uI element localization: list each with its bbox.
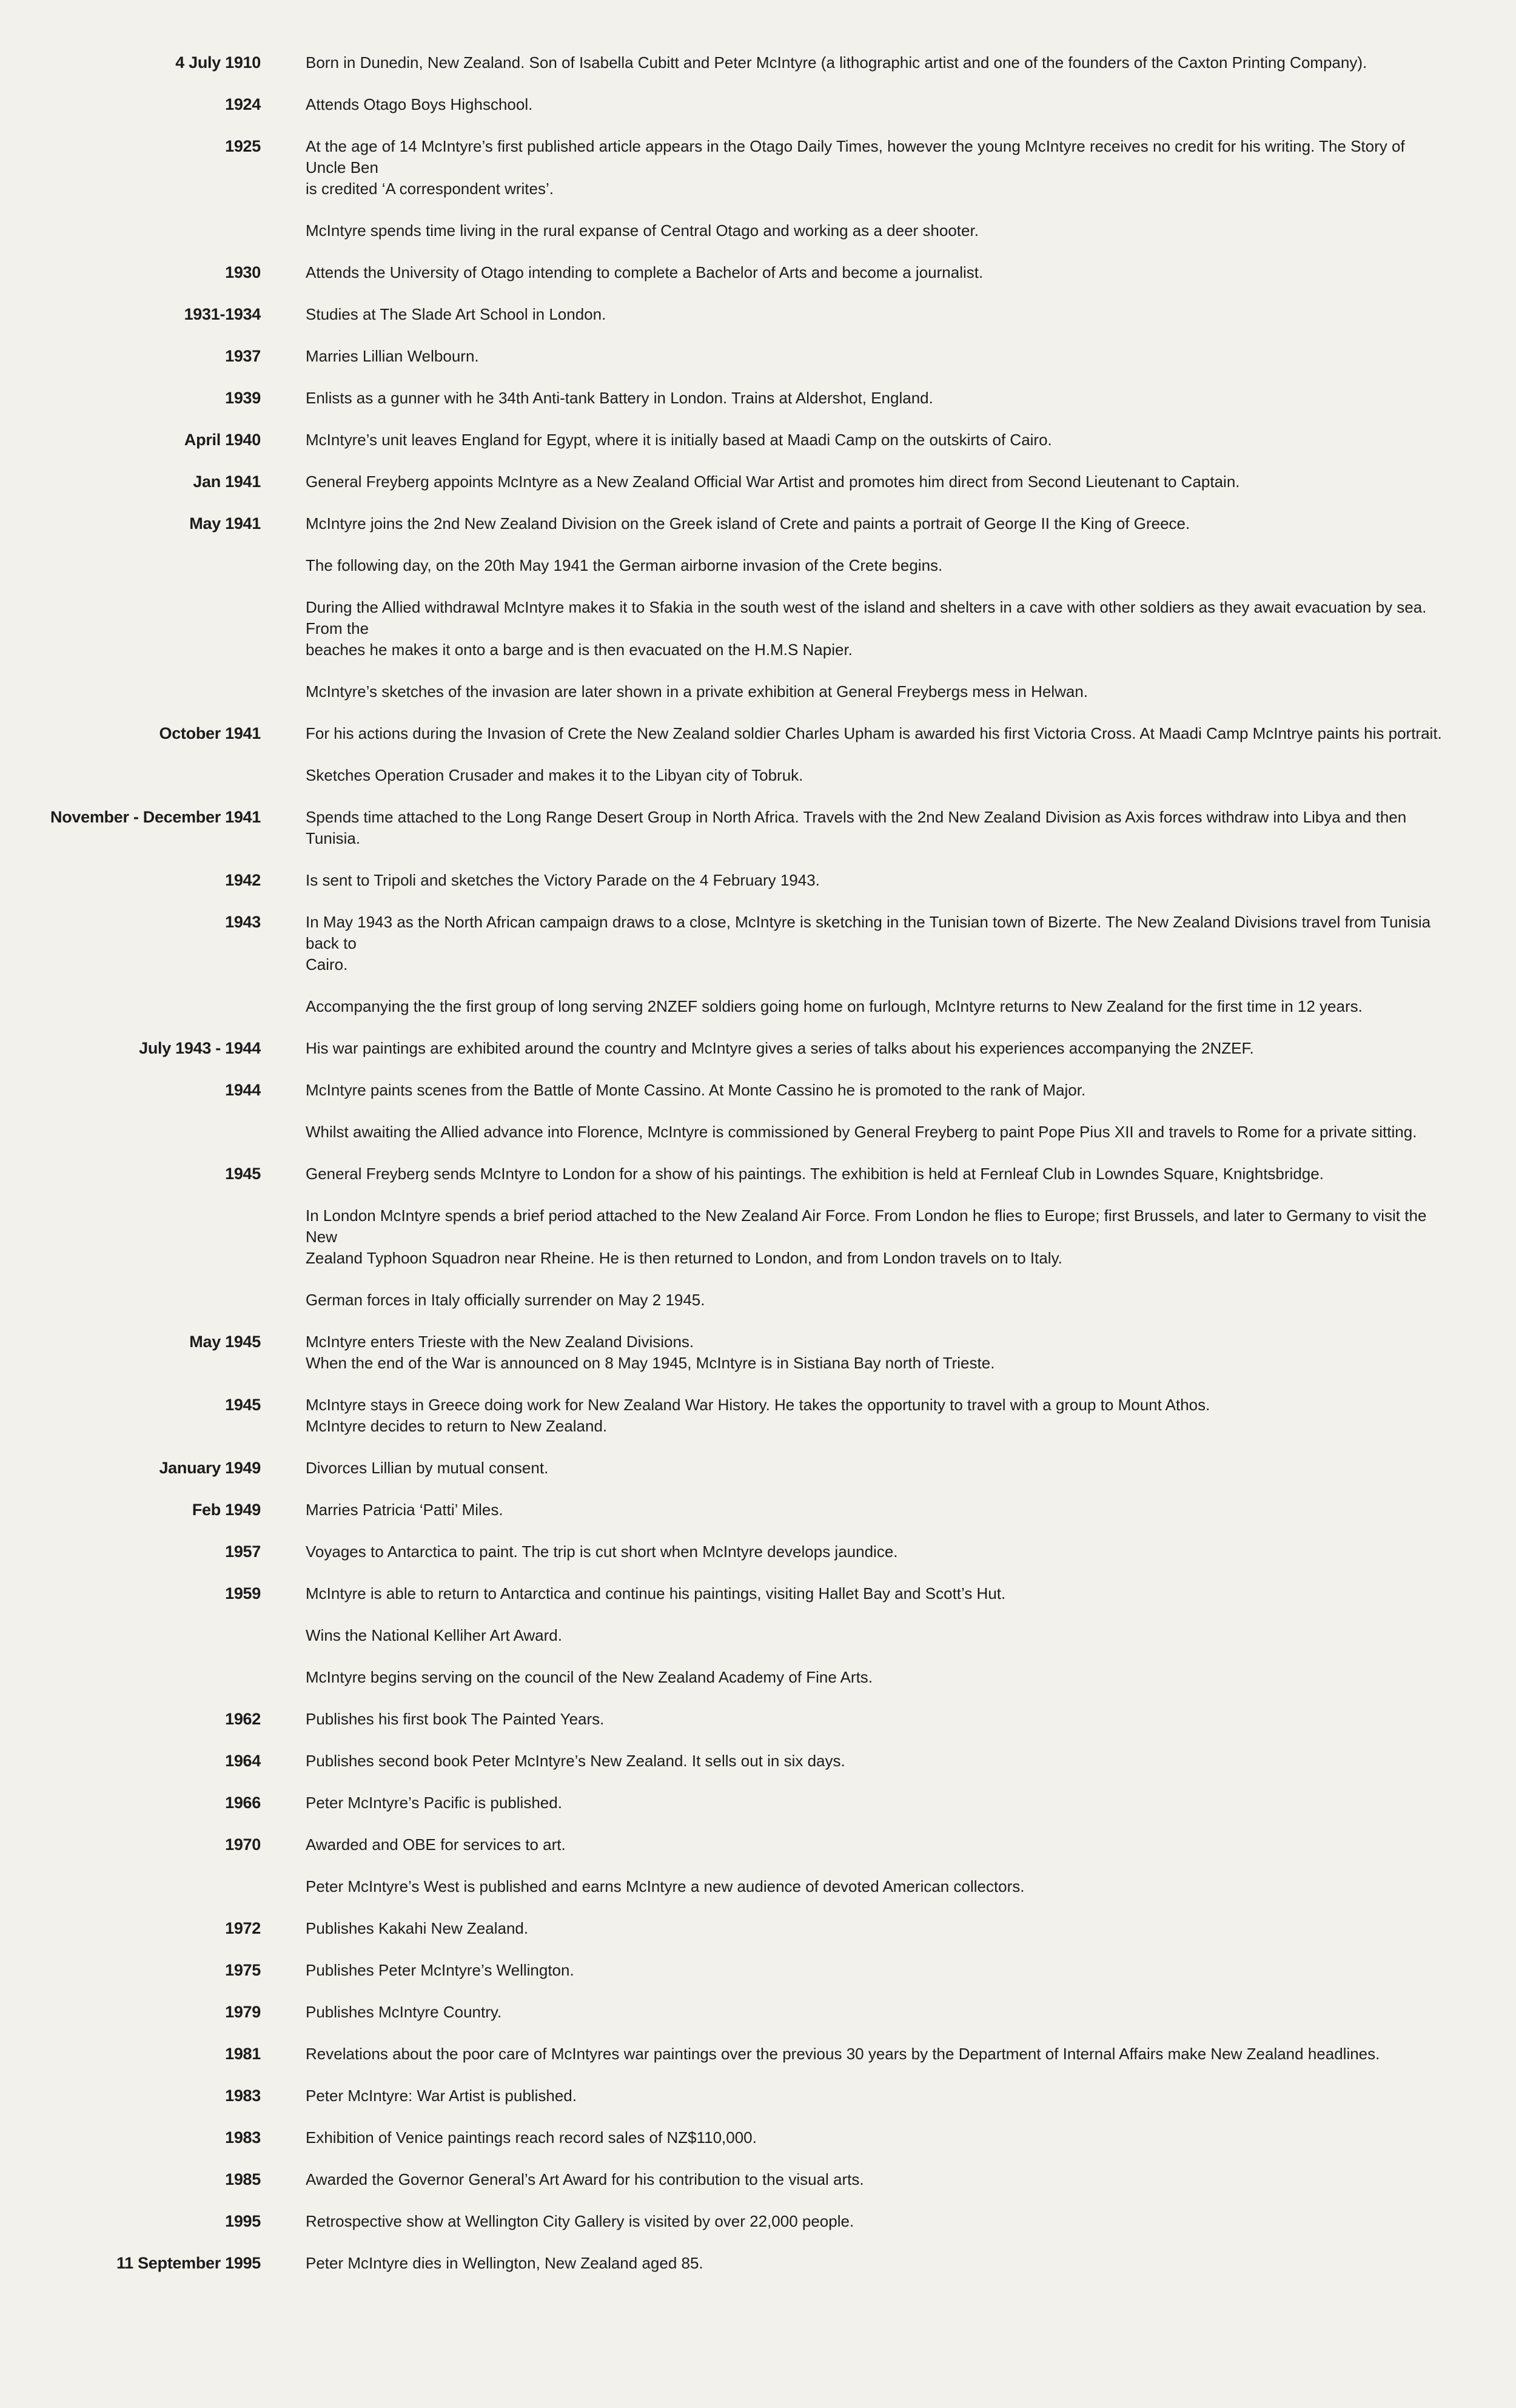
entry-text-line: Awarded and OBE for services to art.: [306, 1835, 566, 1854]
entry-text: [306, 2085, 1446, 2107]
entry-text-line: During the Allied withdrawal McIntyre makes it to Sfakia in the south west of the island and shelters in a cave with other soldiers as they await evacuation by sea. From the: [306, 598, 1427, 637]
entry-text: [306, 1625, 1446, 1646]
entry-text: [306, 912, 1446, 975]
entry-text: [306, 1290, 1446, 1311]
timeline-entry: [0, 94, 1516, 115]
entry-date: 1995: [225, 2212, 261, 2230]
timeline-entry: [0, 1751, 1516, 1772]
entry-date: 1985: [225, 2170, 261, 2188]
entry-date: 1937: [225, 347, 261, 365]
entry-text: [306, 429, 1446, 451]
timeline-entry: [0, 52, 1516, 73]
entry-text-line: Peter McIntyre dies in Wellington, New Zealand aged 85.: [306, 2254, 703, 2272]
entry-text-line: In May 1943 as the North African campaign draws to a close, McIntyre is sketching in the Tunisian town of Bizerte. The New Zealand Divisions travel from Tunisia back to: [306, 913, 1431, 952]
entry-date: 4 July 1910: [175, 53, 261, 72]
entry-text-line: Publishes his first book The Painted Years.: [306, 1710, 605, 1728]
entry-date: 1942: [225, 871, 261, 889]
timeline-entry: [0, 1918, 1516, 1939]
entry-date: 1972: [225, 1919, 261, 1937]
timeline-entry: [0, 1122, 1516, 1143]
entry-date: 1983: [225, 2087, 261, 2105]
entry-date: November - December 1941: [50, 808, 261, 826]
entry-text-line: McIntyre enters Trieste with the New Zealand Divisions.: [306, 1333, 694, 1351]
entry-text-line: McIntyre is able to return to Antarctica and continue his paintings, visiting Hallet Bay and Scott’s Hut.: [306, 1584, 1006, 1603]
entry-date: 1975: [225, 1961, 261, 1979]
entry-text: [306, 1122, 1446, 1143]
entry-date: 1943: [225, 913, 261, 931]
timeline-entry: [0, 1290, 1516, 1311]
entry-date: January 1949: [159, 1459, 261, 1477]
entry-text-line: Whilst awaiting the Allied advance into Florence, McIntyre is commissioned by General Freyberg to paint Pope Pius XII and travels to Rome for a private sitting.: [306, 1123, 1417, 1141]
entry-text: [306, 1541, 1446, 1562]
entry-date: 1983: [225, 2128, 261, 2147]
entry-text: [306, 52, 1446, 73]
entry-text-line: Accompanying the the first group of long serving 2NZEF soldiers going home on furlough, McIntyre returns to New Zealand for the first time in 12 years.: [306, 997, 1363, 1015]
entry-date: 1957: [225, 1542, 261, 1561]
timeline-entry: [0, 136, 1516, 200]
timeline-entry: [0, 996, 1516, 1017]
timeline-entry: [0, 870, 1516, 891]
entry-text: [306, 1331, 1446, 1374]
timeline-entry: [0, 1205, 1516, 1269]
timeline-entry: [0, 597, 1516, 661]
timeline-entry: [0, 513, 1516, 534]
entry-date: 1925: [225, 137, 261, 155]
timeline-entry: [0, 1792, 1516, 1814]
entry-text-line: Divorces Lillian by mutual consent.: [306, 1459, 549, 1477]
entry-text: [306, 1163, 1446, 1185]
timeline-entry: [0, 429, 1516, 451]
entry-date: July 1943 - 1944: [139, 1039, 261, 1057]
entry-text: [306, 1667, 1446, 1688]
entry-text: [306, 304, 1446, 325]
timeline-entry: [0, 1038, 1516, 1059]
timeline-entry: [0, 346, 1516, 367]
timeline-entry: [0, 1331, 1516, 1374]
timeline-entry: [0, 304, 1516, 325]
timeline-entry: [0, 681, 1516, 702]
entry-text-line: Marries Lillian Welbourn.: [306, 347, 479, 365]
entry-text: [306, 1458, 1446, 1479]
entry-text-line: Peter McIntyre’s West is published and earns McIntyre a new audience of devoted American collectors.: [306, 1877, 1025, 1895]
timeline-entry: [0, 1163, 1516, 1185]
entry-text: [306, 346, 1446, 367]
entry-text: [306, 1499, 1446, 1521]
timeline-entry: [0, 471, 1516, 493]
entry-text: [306, 1709, 1446, 1730]
entry-text: [306, 681, 1446, 702]
entry-text-line: McIntyre paints scenes from the Battle of Monte Cassino. At Monte Cassino he is promoted to the rank of Major.: [306, 1081, 1086, 1099]
entry-text: [306, 1038, 1446, 1059]
entry-text-line: The following day, on the 20th May 1941 the German airborne invasion of the Crete begins.: [306, 556, 943, 574]
entry-text-line: McIntyre’s sketches of the invasion are later shown in a private exhibition at General Freybergs mess in Helwan.: [306, 682, 1088, 701]
entry-text-line: Marries Patricia ‘Patti’ Miles.: [306, 1501, 503, 1519]
entry-date: 1931-1934: [184, 305, 261, 323]
timeline-entry: [0, 2043, 1516, 2065]
entry-text: [306, 1960, 1446, 1981]
entry-text: [306, 1876, 1446, 1897]
entry-text: [306, 1080, 1446, 1101]
timeline-entry: [0, 2253, 1516, 2274]
entry-text: [306, 1583, 1446, 1604]
entry-text: [306, 262, 1446, 283]
timeline-entry: [0, 1667, 1516, 1688]
entry-text-line: In London McIntyre spends a brief period attached to the New Zealand Air Force. From London he flies to Europe; first Brussels, and later to Germany to visit the New: [306, 1206, 1427, 1246]
entry-text-line: Spends time attached to the Long Range Desert Group in North Africa. Travels with the 2nd New Zealand Division as Axis forces withdraw into Libya and then Tunisia.: [306, 808, 1407, 847]
entry-text: [306, 2127, 1446, 2148]
timeline-entry: [0, 2169, 1516, 2190]
timeline-entry: [0, 912, 1516, 975]
entry-date: 1945: [225, 1165, 261, 1183]
entry-text-line: Publishes McIntyre Country.: [306, 2003, 502, 2021]
timeline-entry: [0, 1960, 1516, 1981]
entry-text: [306, 597, 1446, 661]
entry-text-line: At the age of 14 McIntyre’s first published article appears in the Otago Daily Times, however the young McIntyre receives no credit for his writing. The Story of Uncle Ben: [306, 137, 1405, 177]
timeline-entry: [0, 1499, 1516, 1521]
entry-text-line: Peter McIntyre: War Artist is published.: [306, 2087, 577, 2105]
entry-text: [306, 1394, 1446, 1437]
entry-date: 1944: [225, 1081, 261, 1099]
timeline-entry: [0, 1834, 1516, 1855]
entry-text: [306, 1792, 1446, 1814]
timeline-entry: [0, 1583, 1516, 1604]
entry-text-line: Retrospective show at Wellington City Gallery is visited by over 22,000 people.: [306, 2212, 854, 2230]
timeline-entry: [0, 765, 1516, 786]
entry-text-line: Studies at The Slade Art School in London.: [306, 305, 606, 323]
timeline-entry: [0, 555, 1516, 576]
entry-date: May 1941: [189, 514, 261, 533]
entry-date: 11 September 1995: [116, 2254, 261, 2272]
entry-text-line: His war paintings are exhibited around the country and McIntyre gives a series of talks about his experiences accompanying the 2NZEF.: [306, 1039, 1254, 1057]
entry-text: [306, 1751, 1446, 1772]
entry-text-line: Attends Otago Boys Highschool.: [306, 95, 533, 113]
entry-text-line: Wins the National Kelliher Art Award.: [306, 1626, 562, 1644]
entry-text: [306, 723, 1446, 744]
entry-text: [306, 1834, 1446, 1855]
timeline-entry: [0, 1625, 1516, 1646]
entry-text-line: Attends the University of Otago intending to complete a Bachelor of Arts and become a journalist.: [306, 263, 984, 281]
entry-text-line: McIntyre joins the 2nd New Zealand Division on the Greek island of Crete and paints a portrait of George II the King of Greece.: [306, 514, 1190, 533]
entry-text-line: beaches he makes it onto a barge and is then evacuated on the H.M.S Napier.: [306, 641, 853, 659]
entry-date: 1939: [225, 389, 261, 407]
entry-text: [306, 388, 1446, 409]
entry-text: [306, 1205, 1446, 1269]
timeline-entry: [0, 2211, 1516, 2232]
entry-text-line: Revelations about the poor care of McIntyres war paintings over the previous 30 years by the Department of Internal Affairs make New Zealand headlines.: [306, 2045, 1380, 2063]
entry-text-line: Zealand Typhoon Squadron near Rheine. He is then returned to London, and from London travels on to Italy.: [306, 1249, 1062, 1267]
timeline-entry: [0, 2127, 1516, 2148]
entry-text-line: McIntyre’s unit leaves England for Egypt, where it is initially based at Maadi Camp on the outskirts of Cairo.: [306, 431, 1052, 449]
timeline-entry: [0, 1394, 1516, 1437]
entry-date: 1962: [225, 1710, 261, 1728]
timeline-entry: [0, 1709, 1516, 1730]
timeline-entry: [0, 388, 1516, 409]
entry-date: 1930: [225, 263, 261, 281]
entry-text: [306, 807, 1446, 849]
entry-date: October 1941: [159, 724, 261, 742]
entry-text: [306, 996, 1446, 1017]
timeline-entry: [0, 2002, 1516, 2023]
entry-date: Jan 1941: [193, 473, 261, 491]
entry-text-line: Sketches Operation Crusader and makes it to the Libyan city of Tobruk.: [306, 766, 803, 784]
entry-text-line: Enlists as a gunner with he 34th Anti-tank Battery in London. Trains at Aldershot, England.: [306, 389, 933, 407]
entry-date: 1979: [225, 2003, 261, 2021]
timeline-entry: [0, 1876, 1516, 1897]
entry-text-line: McIntyre spends time living in the rural expanse of Central Otago and working as a deer shooter.: [306, 221, 979, 240]
entry-date: Feb 1949: [192, 1501, 261, 1519]
entry-text-line: Peter McIntyre’s Pacific is published.: [306, 1794, 562, 1812]
entry-text-line: Publishes Kakahi New Zealand.: [306, 1919, 529, 1937]
entry-text-line: Exhibition of Venice paintings reach record sales of NZ$110,000.: [306, 2128, 757, 2147]
entry-text: [306, 2211, 1446, 2232]
entry-text-line: German forces in Italy officially surrender on May 2 1945.: [306, 1291, 705, 1309]
timeline-entry: [0, 1458, 1516, 1479]
entry-text: [306, 220, 1446, 241]
entry-text-line: McIntyre begins serving on the council of the New Zealand Academy of Fine Arts.: [306, 1668, 873, 1686]
entry-text-line: McIntyre decides to return to New Zealand.: [306, 1417, 608, 1435]
timeline-entry: [0, 1541, 1516, 1562]
entry-text: [306, 513, 1446, 534]
timeline-entry: [0, 262, 1516, 283]
timeline-entry: [0, 723, 1516, 744]
entry-text-line: is credited ‘A correspondent writes’.: [306, 180, 554, 198]
timeline-entry: [0, 1080, 1516, 1101]
entry-date: May 1945: [189, 1333, 261, 1351]
entry-date: 1959: [225, 1584, 261, 1603]
entry-text-line: When the end of the War is announced on 8 May 1945, McIntyre is in Sistiana Bay north of Trieste.: [306, 1354, 995, 1372]
entry-text: [306, 2043, 1446, 2065]
entry-text-line: Publishes second book Peter McIntyre’s New Zealand. It sells out in six days.: [306, 1752, 845, 1770]
entry-text-line: Born in Dunedin, New Zealand. Son of Isabella Cubitt and Peter McIntyre (a lithographic artist and one of the founders of the Caxton Printing Company).: [306, 53, 1367, 72]
entry-text: [306, 2253, 1446, 2274]
entry-text-line: General Freyberg sends McIntyre to London for a show of his paintings. The exhibition is held at Fernleaf Club in Lowndes Square, Knightsbridge.: [306, 1165, 1324, 1183]
entry-text: [306, 1918, 1446, 1939]
entry-date: 1981: [225, 2045, 261, 2063]
entry-date: 1966: [225, 1794, 261, 1812]
entry-text: [306, 2002, 1446, 2023]
timeline-entry: [0, 807, 1516, 849]
entry-text-line: Voyages to Antarctica to paint. The trip is cut short when McIntyre develops jaundice.: [306, 1542, 898, 1561]
entry-text-line: Cairo.: [306, 955, 348, 974]
entry-date: 1970: [225, 1835, 261, 1854]
entry-text: [306, 765, 1446, 786]
entry-text-line: General Freyberg appoints McIntyre as a New Zealand Official War Artist and promotes him direct from Second Lieutenant to Captain.: [306, 473, 1240, 491]
timeline-entry: [0, 220, 1516, 241]
entry-text: [306, 2169, 1446, 2190]
entry-text: [306, 471, 1446, 493]
entry-text-line: For his actions during the Invasion of Crete the New Zealand soldier Charles Upham is awarded his first Victoria Cross. At Maadi Camp McIntrye paints his portrait.: [306, 724, 1442, 742]
entry-date: 1924: [225, 95, 261, 113]
timeline-entry: [0, 2085, 1516, 2107]
entry-text: [306, 870, 1446, 891]
entry-text-line: Awarded the Governor General’s Art Award for his contribution to the visual arts.: [306, 2170, 864, 2188]
entry-date: April 1940: [184, 431, 261, 449]
entry-date: 1945: [225, 1396, 261, 1414]
entry-text: [306, 94, 1446, 115]
entry-text: [306, 136, 1446, 200]
entry-text-line: McIntyre stays in Greece doing work for New Zealand War History. He takes the opportunity to travel with a group to Mount Athos.: [306, 1396, 1210, 1414]
entry-text: [306, 555, 1446, 576]
entry-text-line: Is sent to Tripoli and sketches the Victory Parade on the 4 February 1943.: [306, 871, 820, 889]
entry-text-line: Publishes Peter McIntyre’s Wellington.: [306, 1961, 574, 1979]
entry-date: 1964: [225, 1752, 261, 1770]
